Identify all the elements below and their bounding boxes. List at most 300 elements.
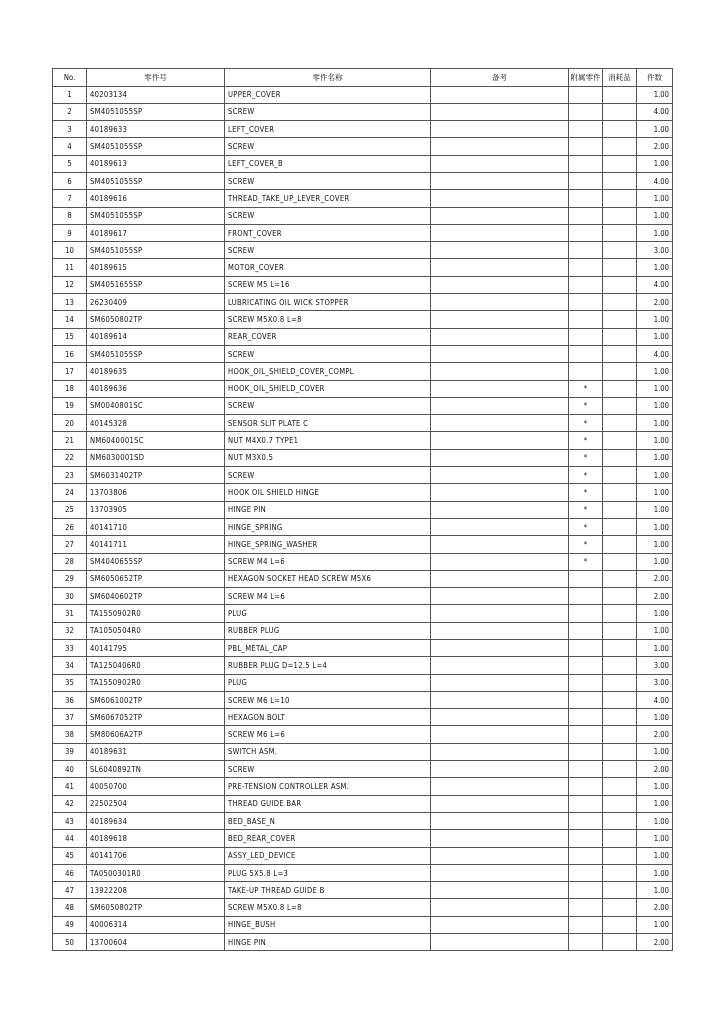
table-row [53,934,673,951]
cell-part-name: PBL_METAL_CAP [225,640,431,657]
cell-no: 23 [53,467,87,484]
table-row [53,345,673,362]
cell-accessory [569,726,603,743]
cell-no: 41 [53,778,87,795]
cell-part-no: 40050700 [87,778,225,795]
cell-part-name: SCREW [225,397,431,414]
cell-part-name: SCREW [225,761,431,778]
cell-consumable [603,726,637,743]
cell-remarks [431,155,569,172]
cell-no: 31 [53,605,87,622]
cell-quantity: 1.00 [637,207,673,224]
cell-accessory [569,155,603,172]
parts-list-table [52,68,673,951]
cell-part-no: NM6030001SD [87,449,225,466]
cell-no: 40 [53,761,87,778]
table-row [53,778,673,795]
cell-quantity: 2.00 [637,570,673,587]
cell-part-no: 22502504 [87,795,225,812]
cell-remarks [431,916,569,933]
cell-remarks [431,86,569,103]
cell-consumable [603,743,637,760]
cell-remarks [431,103,569,120]
table-row [53,795,673,812]
cell-remarks [431,882,569,899]
cell-quantity: 1.00 [637,190,673,207]
cell-quantity: 1.00 [637,328,673,345]
cell-part-no: 40145328 [87,415,225,432]
cell-quantity: 1.00 [637,501,673,518]
table-row [53,812,673,829]
table-row [53,657,673,674]
cell-no: 25 [53,501,87,518]
cell-quantity: 1.00 [637,518,673,535]
cell-no: 42 [53,795,87,812]
cell-no: 49 [53,916,87,933]
cell-accessory [569,588,603,605]
cell-remarks [431,484,569,501]
cell-accessory [569,709,603,726]
cell-part-name: PLUG 5X5.8 L=3 [225,864,431,881]
cell-consumable [603,380,637,397]
cell-part-no: 40189636 [87,380,225,397]
table-row [53,622,673,639]
cell-remarks [431,224,569,241]
cell-part-name: SCREW [225,207,431,224]
cell-quantity: 1.00 [637,795,673,812]
cell-remarks [431,190,569,207]
cell-part-no: SM6050802TP [87,899,225,916]
cell-remarks [431,830,569,847]
cell-remarks [431,622,569,639]
cell-no: 24 [53,484,87,501]
cell-accessory [569,847,603,864]
cell-consumable [603,830,637,847]
cell-remarks [431,207,569,224]
cell-part-name: SENSOR SLIT PLATE C [225,415,431,432]
cell-consumable [603,622,637,639]
cell-part-name: SCREW [225,467,431,484]
cell-no: 3 [53,121,87,138]
cell-part-no: 40006314 [87,916,225,933]
cell-part-name: PRE-TENSION CONTROLLER ASM. [225,778,431,795]
table-row [53,380,673,397]
table-row [53,259,673,276]
cell-quantity: 1.00 [637,86,673,103]
cell-accessory [569,657,603,674]
table-row [53,121,673,138]
cell-no: 21 [53,432,87,449]
cell-quantity: 1.00 [637,709,673,726]
cell-consumable [603,605,637,622]
cell-remarks [431,691,569,708]
cell-remarks [431,674,569,691]
table-row [53,553,673,570]
cell-accessory [569,207,603,224]
cell-consumable [603,207,637,224]
cell-quantity: 2.00 [637,934,673,951]
table-row [53,449,673,466]
cell-no: 15 [53,328,87,345]
cell-remarks [431,121,569,138]
table-row [53,276,673,293]
cell-consumable [603,311,637,328]
cell-remarks [431,709,569,726]
cell-quantity: 1.00 [637,484,673,501]
cell-remarks [431,899,569,916]
cell-part-name: REAR_COVER [225,328,431,345]
table-row [53,726,673,743]
table-row [53,242,673,259]
cell-consumable [603,449,637,466]
table-row [53,467,673,484]
cell-quantity: 4.00 [637,691,673,708]
cell-part-no: 13922208 [87,882,225,899]
table-row [53,172,673,189]
cell-quantity: 1.00 [637,916,673,933]
cell-consumable [603,276,637,293]
cell-part-name: SCREW [225,103,431,120]
cell-part-no: 13703806 [87,484,225,501]
cell-part-no: 40189635 [87,363,225,380]
cell-quantity: 1.00 [637,432,673,449]
cell-consumable [603,363,637,380]
cell-no: 32 [53,622,87,639]
cell-no: 13 [53,294,87,311]
cell-consumable [603,691,637,708]
cell-part-name: HEXAGON SOCKET HEAD SCREW M5X6 [225,570,431,587]
cell-remarks [431,761,569,778]
cell-accessory [569,812,603,829]
cell-remarks [431,726,569,743]
cell-quantity: 1.00 [637,380,673,397]
cell-part-no: TA1250406R0 [87,657,225,674]
cell-accessory [569,674,603,691]
table-row [53,294,673,311]
cell-part-no: SM4051055SP [87,103,225,120]
cell-remarks [431,328,569,345]
cell-part-name: LEFT_COVER_B [225,155,431,172]
cell-accessory [569,311,603,328]
cell-accessory [569,916,603,933]
cell-accessory: * [569,380,603,397]
cell-no: 46 [53,864,87,881]
cell-consumable [603,415,637,432]
cell-accessory: * [569,467,603,484]
cell-no: 36 [53,691,87,708]
cell-part-name: MOTOR_COVER [225,259,431,276]
cell-part-name: HOOK_OIL_SHIELD_COVER_COMPL [225,363,431,380]
cell-part-no: 40189616 [87,190,225,207]
cell-remarks [431,588,569,605]
cell-no: 43 [53,812,87,829]
cell-remarks [431,605,569,622]
cell-accessory [569,778,603,795]
cell-consumable [603,934,637,951]
table-row [53,138,673,155]
cell-consumable [603,795,637,812]
cell-consumable [603,518,637,535]
cell-accessory [569,224,603,241]
cell-part-name: HEXAGON BOLT [225,709,431,726]
cell-quantity: 1.00 [637,311,673,328]
header-part-name: 零件名称 [225,69,431,87]
cell-accessory [569,276,603,293]
table-row [53,155,673,172]
cell-part-name: SCREW [225,345,431,362]
cell-no: 18 [53,380,87,397]
cell-remarks [431,311,569,328]
cell-no: 11 [53,259,87,276]
cell-quantity: 4.00 [637,103,673,120]
cell-quantity: 1.00 [637,743,673,760]
cell-quantity: 4.00 [637,172,673,189]
cell-part-no: SM80606A2TP [87,726,225,743]
cell-part-name: SCREW [225,242,431,259]
cell-no: 6 [53,172,87,189]
cell-quantity: 1.00 [637,622,673,639]
cell-part-no: 40189631 [87,743,225,760]
cell-remarks [431,518,569,535]
cell-quantity: 1.00 [637,605,673,622]
cell-accessory: * [569,518,603,535]
cell-part-no: 40189633 [87,121,225,138]
cell-part-no: SM4051055SP [87,345,225,362]
cell-no: 7 [53,190,87,207]
cell-consumable [603,86,637,103]
cell-quantity: 2.00 [637,138,673,155]
cell-no: 14 [53,311,87,328]
table-row [53,224,673,241]
cell-consumable [603,172,637,189]
cell-no: 50 [53,934,87,951]
cell-accessory [569,622,603,639]
cell-remarks [431,172,569,189]
cell-accessory [569,795,603,812]
cell-part-name: RUBBER PLUG [225,622,431,639]
cell-consumable [603,103,637,120]
cell-part-no: 40141795 [87,640,225,657]
cell-part-no: SM6050652TP [87,570,225,587]
cell-remarks [431,657,569,674]
cell-quantity: 1.00 [637,812,673,829]
cell-consumable [603,242,637,259]
cell-accessory [569,882,603,899]
cell-accessory [569,259,603,276]
cell-remarks [431,363,569,380]
cell-no: 22 [53,449,87,466]
cell-consumable [603,570,637,587]
cell-part-name: SCREW M6 L=10 [225,691,431,708]
cell-remarks [431,397,569,414]
cell-consumable [603,674,637,691]
cell-no: 33 [53,640,87,657]
cell-remarks [431,778,569,795]
table-row [53,432,673,449]
cell-part-name: LUBRICATING OIL WICK STOPPER [225,294,431,311]
cell-consumable [603,588,637,605]
header-accessory: 附属零件 [569,69,603,87]
table-header [53,69,673,87]
table-row [53,640,673,657]
cell-no: 19 [53,397,87,414]
cell-part-no: 13700604 [87,934,225,951]
cell-quantity: 1.00 [637,847,673,864]
cell-quantity: 1.00 [637,553,673,570]
cell-part-no: SM4040655SP [87,553,225,570]
table-body [53,86,673,951]
cell-quantity: 1.00 [637,882,673,899]
cell-part-no: 40189618 [87,830,225,847]
cell-consumable [603,640,637,657]
cell-no: 38 [53,726,87,743]
cell-part-name: NUT M3X0.5 [225,449,431,466]
cell-no: 35 [53,674,87,691]
cell-part-name: LEFT_COVER [225,121,431,138]
cell-no: 16 [53,345,87,362]
cell-quantity: 2.00 [637,899,673,916]
cell-accessory [569,605,603,622]
cell-part-no: SM0040801SC [87,397,225,414]
cell-part-name: BED_BASE_N [225,812,431,829]
cell-part-no: SM6067052TP [87,709,225,726]
cell-accessory [569,640,603,657]
cell-part-name: RUBBER PLUG D=12.5 L=4 [225,657,431,674]
cell-quantity: 4.00 [637,345,673,362]
cell-part-no: 26230409 [87,294,225,311]
cell-no: 39 [53,743,87,760]
cell-consumable [603,328,637,345]
cell-quantity: 1.00 [637,121,673,138]
cell-quantity: 4.00 [637,276,673,293]
cell-remarks [431,294,569,311]
table-row [53,363,673,380]
cell-no: 48 [53,899,87,916]
cell-consumable [603,397,637,414]
cell-consumable [603,484,637,501]
table-row [53,709,673,726]
cell-accessory [569,864,603,881]
cell-quantity: 1.00 [637,397,673,414]
cell-remarks [431,743,569,760]
cell-remarks [431,242,569,259]
table-row [53,501,673,518]
cell-quantity: 1.00 [637,467,673,484]
cell-no: 4 [53,138,87,155]
cell-part-name: SCREW M4 L=6 [225,553,431,570]
cell-quantity: 2.00 [637,761,673,778]
table-row [53,674,673,691]
table-row [53,830,673,847]
cell-accessory: * [569,553,603,570]
cell-part-no: SM6031402TP [87,467,225,484]
cell-part-no: 40141706 [87,847,225,864]
cell-accessory [569,172,603,189]
cell-consumable [603,536,637,553]
cell-quantity: 3.00 [637,242,673,259]
header-row [53,69,673,87]
cell-no: 45 [53,847,87,864]
cell-part-name: HINGE_BUSH [225,916,431,933]
cell-consumable [603,138,637,155]
table-row [53,190,673,207]
cell-consumable [603,190,637,207]
header-part-no: 零件号 [87,69,225,87]
cell-consumable [603,916,637,933]
cell-accessory [569,86,603,103]
cell-accessory [569,761,603,778]
cell-part-no: 40189614 [87,328,225,345]
cell-consumable [603,294,637,311]
cell-accessory [569,743,603,760]
cell-accessory [569,103,603,120]
cell-consumable [603,882,637,899]
cell-consumable [603,467,637,484]
cell-part-name: SCREW M5X0.8 L=8 [225,311,431,328]
cell-no: 8 [53,207,87,224]
cell-quantity: 1.00 [637,830,673,847]
cell-part-name: TAKE-UP THREAD GUIDE B [225,882,431,899]
cell-accessory [569,345,603,362]
cell-part-no: SM4051655SP [87,276,225,293]
cell-part-no: TA1550902R0 [87,674,225,691]
cell-accessory: * [569,449,603,466]
table-row [53,864,673,881]
cell-accessory: * [569,484,603,501]
cell-no: 26 [53,518,87,535]
cell-quantity: 1.00 [637,640,673,657]
cell-part-name: THREAD GUIDE BAR [225,795,431,812]
cell-accessory [569,242,603,259]
cell-part-no: 40189613 [87,155,225,172]
cell-consumable [603,345,637,362]
cell-accessory: * [569,501,603,518]
table-row [53,484,673,501]
cell-part-name: HINGE PIN [225,501,431,518]
cell-part-no: SM6061002TP [87,691,225,708]
table-row [53,691,673,708]
table-row [53,328,673,345]
cell-remarks [431,934,569,951]
cell-part-name: HOOK OIL SHIELD HINGE [225,484,431,501]
header-remarks: 备考 [431,69,569,87]
cell-remarks [431,138,569,155]
cell-part-name: HINGE_SPRING_WASHER [225,536,431,553]
cell-no: 2 [53,103,87,120]
cell-no: 34 [53,657,87,674]
cell-remarks [431,570,569,587]
cell-remarks [431,380,569,397]
cell-accessory [569,328,603,345]
cell-remarks [431,259,569,276]
cell-accessory [569,830,603,847]
cell-part-no: SL6040892TN [87,761,225,778]
cell-remarks [431,553,569,570]
cell-part-no: 40189634 [87,812,225,829]
cell-no: 1 [53,86,87,103]
cell-part-no: TA1550902R0 [87,605,225,622]
cell-no: 47 [53,882,87,899]
cell-no: 10 [53,242,87,259]
cell-part-name: NUT M4X0.7 TYPE1 [225,432,431,449]
cell-part-name: PLUG [225,674,431,691]
table-row [53,916,673,933]
cell-part-name: THREAD_TAKE_UP_LEVER_COVER [225,190,431,207]
cell-quantity: 3.00 [637,657,673,674]
cell-part-name: HINGE PIN [225,934,431,951]
cell-remarks [431,536,569,553]
cell-consumable [603,121,637,138]
